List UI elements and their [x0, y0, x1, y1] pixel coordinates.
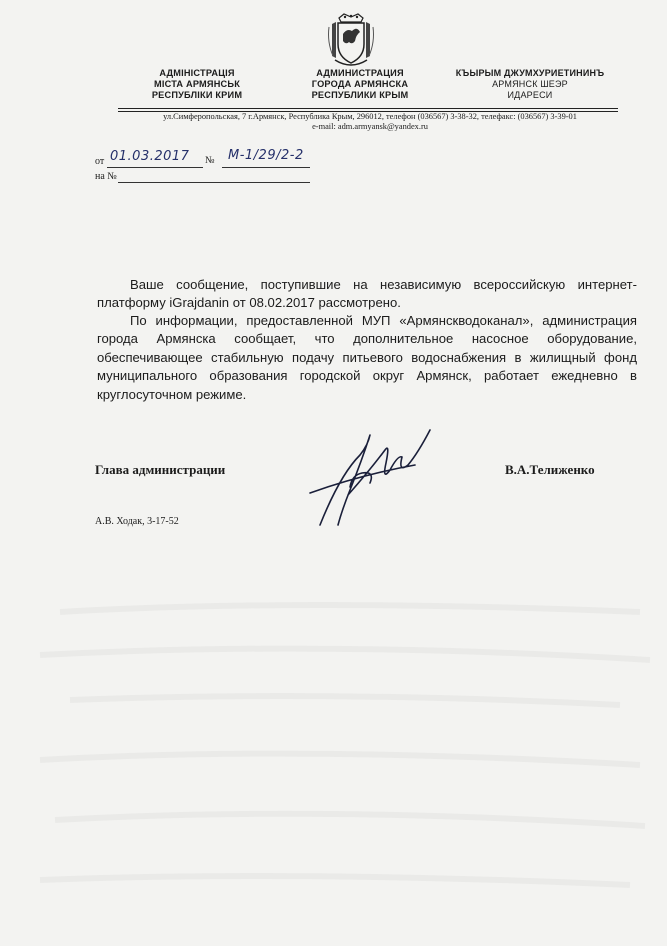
paragraph-2-text: По информации, предоставленной МУП «Армянскводоканал», администрация города Армянска сообщает, что дополнительное насосное оборудование, обеспечивающее стабильную подачу питьевого водоснабжения в жилищный фонд муниципального образования городской округ Армянск, работает ежедневно в круглосуточном режиме. — [97, 313, 637, 402]
header-center-line-2: ГОРОДА АРМЯНСКА — [311, 79, 409, 89]
signatory-name: В.А.Телиженко — [505, 462, 595, 477]
email-address: e-mail: adm.armyansk@yandex.ru — [312, 122, 428, 131]
signatory-position: Глава администрации — [95, 462, 226, 477]
handwritten-number: М-1/29/2-2 — [228, 148, 304, 163]
paragraph-1-text: Ваше сообщение, поступившие на независимую всероссийскую интернет-платформу iGrajdanin от 08.02.2017 рассмотрено. — [97, 277, 637, 311]
header-left-line-3: РЕСПУБЛІКИ КРИМ — [151, 90, 243, 100]
executor-contact: А.В. Ходак, 3-17-52 — [95, 516, 179, 527]
header-center-line-1: АДМИНИСТРАЦИЯ — [316, 68, 404, 78]
header-right-line-2: АРМЯНСК ШЕЭР — [492, 79, 568, 89]
reply-to-label: на № — [95, 171, 117, 182]
header-center-line-3: РЕСПУБЛИКИ КРЫМ — [311, 90, 409, 100]
handwritten-date: 01.03.2017 — [110, 149, 190, 164]
date-label: от — [95, 156, 105, 167]
header-left-line-1: АДМІНІСТРАЦІЯ — [159, 68, 235, 78]
number-label: № — [205, 155, 215, 166]
header-left-line-2: МІСТА АРМЯНСЬК — [153, 79, 240, 89]
header-right-line-3: ИДАРЕСИ — [507, 90, 553, 100]
header-right-line-1: КЪЫРЫМ ДЖУМХУРИЕТИНИНЪ — [455, 68, 605, 78]
postal-address: ул.Симферопольская, 7 г.Армянск, Республика Крым, 296012, телефон (036567) 3-38-32, телефакс: (036567) 3-39-01 — [163, 112, 577, 121]
